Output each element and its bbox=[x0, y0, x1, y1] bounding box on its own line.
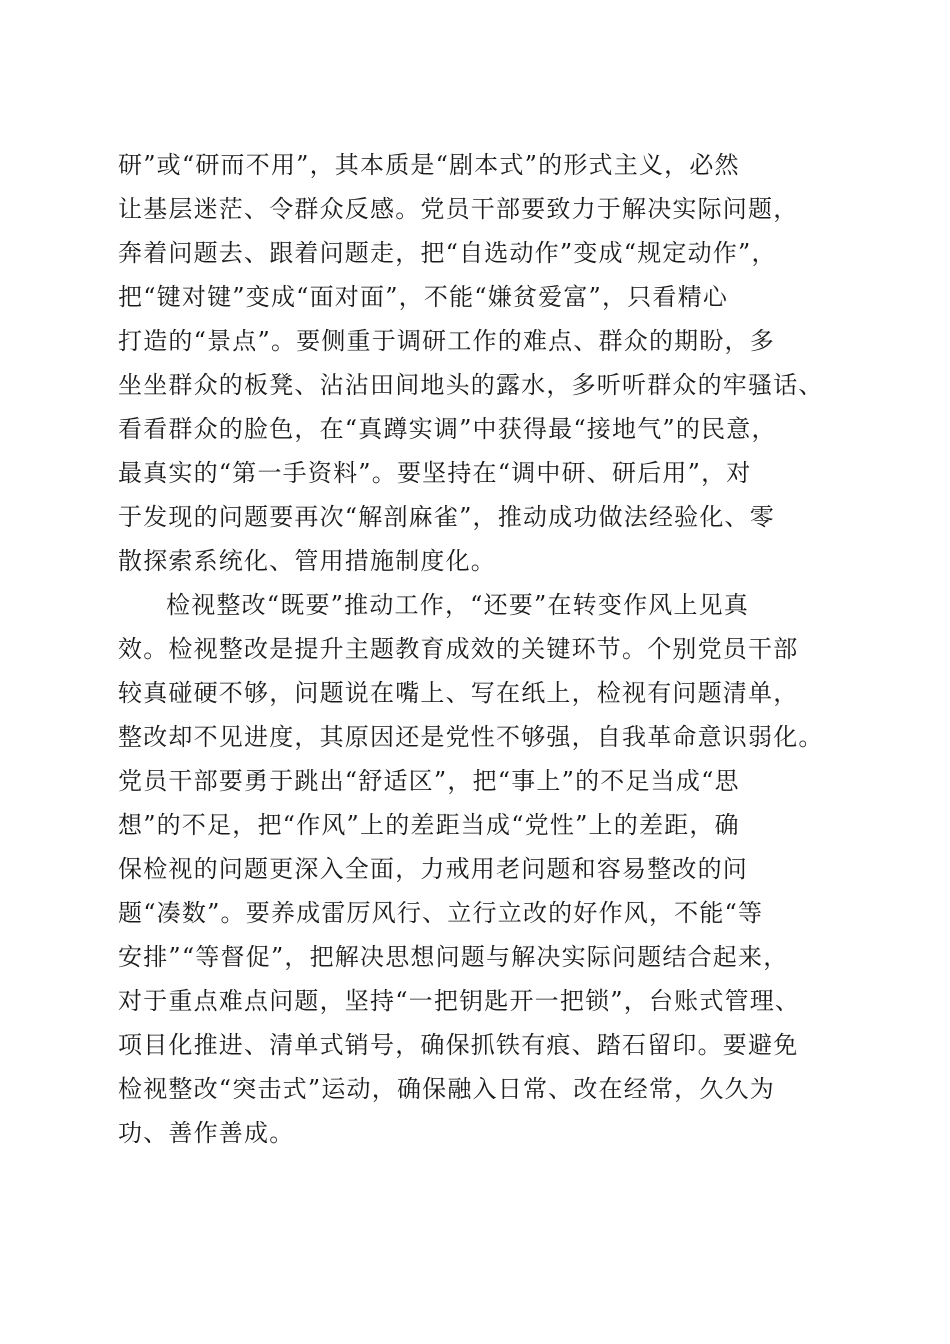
text-line: 党员干部要勇于跳出“舒适区”，把“事上”的不足当成“思 bbox=[118, 767, 740, 795]
text-line: 想”的不足，把“作风”上的差距当成“党性”上的差距，确 bbox=[118, 811, 740, 839]
text-line: 对于重点难点问题，坚持“一把钥匙开一把锁”，台账式管理、 bbox=[118, 987, 801, 1015]
text-line: 于发现的问题要再次“解剖麻雀”，推动成功做法经验化、零 bbox=[118, 503, 775, 531]
text-line: 检视整改“突击式”运动，确保融入日常、改在经常，久久为 bbox=[118, 1075, 775, 1103]
text-line: 功、善作善成。 bbox=[118, 1119, 295, 1147]
text-line: 让基层迷茫、令群众反感。党员干部要致力于解决实际问题， bbox=[118, 195, 799, 223]
document-body bbox=[118, 143, 838, 1155]
text-line: 整改却不见进度，其原因还是党性不够强，自我革命意识弱化。 bbox=[118, 723, 824, 751]
text-line: 题“凑数”。要养成雷厉风行、立行立改的好作风，不能“等 bbox=[118, 899, 764, 927]
text-line: 打造的“景点”。要侧重于调研工作的难点、群众的期盼，多 bbox=[118, 327, 775, 355]
text-line: 把“键对键”变成“面对面”，不能“嫌贫爱富”，只看精心 bbox=[118, 283, 729, 311]
text-line: 最真实的“第一手资料”。要坚持在“调中研、研后用”，对 bbox=[118, 459, 752, 487]
text-line: 散探索系统化、管用措施制度化。 bbox=[118, 547, 496, 575]
text-line: 较真碰硬不够，问题说在嘴上、写在纸上，检视有问题清单， bbox=[118, 679, 799, 707]
paragraph-research bbox=[118, 143, 838, 583]
text-line: 安排”“等督促”，把解决思想问题与解决实际问题结合起来， bbox=[118, 943, 789, 971]
paragraph-rectification bbox=[118, 583, 838, 1155]
text-line: 保检视的问题更深入全面，力戒用老问题和容易整改的问 bbox=[118, 855, 748, 883]
text-line: 项目化推进、清单式销号，确保抓铁有痕、踏石留印。要避免 bbox=[118, 1031, 799, 1059]
text-line: 坐坐群众的板凳、沾沾田间地头的露水，多听听群众的牢骚话、 bbox=[118, 371, 824, 399]
text-line: 看看群众的脸色，在“真蹲实调”中获得最“接地气”的民意， bbox=[118, 415, 777, 443]
text-line-indented: 检视整改“既要”推动工作，“还要”在转变作风上见真 bbox=[166, 591, 750, 619]
text-line: 研”或“研而不用”，其本质是“剧本式”的形式主义，必然 bbox=[118, 151, 740, 179]
text-line: 奔着问题去、跟着问题走，把“自选动作”变成“规定动作”， bbox=[118, 239, 777, 267]
text-line: 效。检视整改是提升主题教育成效的关键环节。个别党员干部 bbox=[118, 635, 799, 663]
